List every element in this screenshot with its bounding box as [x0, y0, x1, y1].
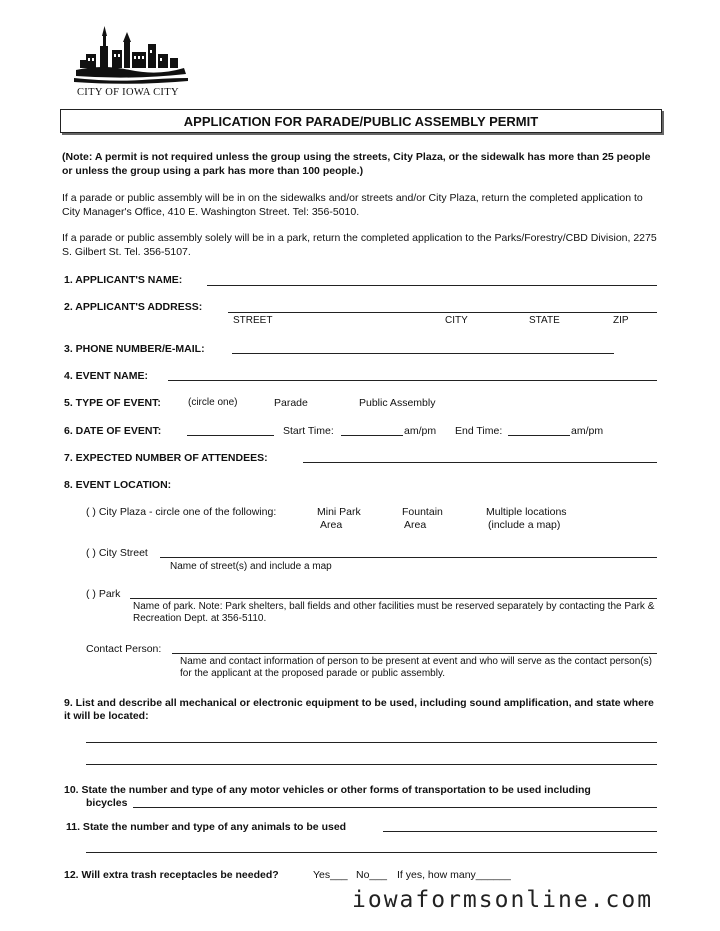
- park-field[interactable]: [130, 598, 657, 599]
- note-paragraph: (Note: A permit is not required unless the group using the streets, City Plaza, or the sidewalk has more than 25 people or unless the group using a park has more than 100 people.): [62, 151, 651, 177]
- phone-email-field[interactable]: [232, 353, 614, 354]
- event-type-hint: (circle one): [188, 397, 238, 408]
- event-type-option-parade[interactable]: Parade: [274, 397, 308, 409]
- start-time-label: Start Time:: [283, 425, 334, 437]
- equipment-field-line-2[interactable]: [86, 764, 657, 765]
- city-skyline-logo: [72, 24, 190, 88]
- intro-paragraph-1: If a parade or public assembly will be in on the sidewalks and/or streets and/or City Plaza, return the completed application to City Manager's Office, 410 E. Washington Street. Tel: 356-5010.: [62, 192, 643, 218]
- org-name: CITY OF IOWA CITY: [77, 87, 179, 98]
- field-label-event-name: 4. EVENT NAME:: [64, 370, 149, 382]
- field-label-applicant-address: 2. APPLICANT'S ADDRESS:: [64, 301, 203, 313]
- field-label-attendees: 7. EXPECTED NUMBER OF ATTENDEES:: [64, 452, 268, 464]
- applicant-name-field[interactable]: [207, 285, 657, 286]
- trash-how-many-field[interactable]: If yes, how many______: [397, 869, 511, 881]
- field-label-trash: 12. Will extra trash receptacles be needed?: [64, 869, 279, 881]
- field-label-vehicles-cont: bicycles: [86, 797, 128, 809]
- field-label-equipment: 9. List and describe all mechanical or electronic equipment to be used, including sound amplification, and state where it will be located:: [64, 697, 654, 722]
- field-label-event-location: 8. EVENT LOCATION:: [64, 479, 172, 491]
- address-city-caption: CITY: [445, 315, 468, 326]
- plaza-option-mini-park-area: Area: [320, 519, 343, 531]
- plaza-option-mini-park[interactable]: Mini Park: [317, 506, 361, 518]
- address-state-caption: STATE: [529, 315, 560, 326]
- plaza-option-fountain[interactable]: Fountain: [402, 506, 443, 518]
- location-city-plaza-option[interactable]: ( ) City Plaza - circle one of the following:: [86, 506, 277, 518]
- contact-person-hint: Name and contact information of person to be present at event and who will serve as the contact person(s) for the applicant at the proposed parade or public assembly.: [180, 656, 652, 679]
- start-ampm-label: am/pm: [404, 425, 437, 437]
- trash-yes-option[interactable]: Yes___: [313, 869, 348, 881]
- animals-field-line-2[interactable]: [86, 852, 657, 853]
- plaza-option-multiple[interactable]: Multiple locations: [486, 506, 567, 518]
- plaza-option-multiple-note: (include a map): [488, 519, 561, 531]
- location-city-street-option[interactable]: ( ) City Street: [86, 547, 148, 559]
- location-park-option[interactable]: ( ) Park: [86, 588, 121, 600]
- end-ampm-label: am/pm: [571, 425, 604, 437]
- start-time-field[interactable]: [341, 435, 403, 436]
- attendees-field[interactable]: [303, 462, 657, 463]
- equipment-field-line-1[interactable]: [86, 742, 657, 743]
- field-label-animals: 11. State the number and type of any animals to be used: [66, 821, 347, 833]
- city-street-hint: Name of street(s) and include a map: [170, 561, 332, 572]
- park-hint: Name of park. Note: Park shelters, ball fields and other facilities must be reserved separately by contacting the Park & Recreation Dept. at 356-5110.: [133, 601, 655, 624]
- watermark-text: iowaformsonline.com: [352, 887, 654, 913]
- field-label-event-date: 6. DATE OF EVENT:: [64, 425, 162, 437]
- end-time-label: End Time:: [455, 425, 503, 437]
- vehicles-field[interactable]: [133, 807, 657, 808]
- event-name-field[interactable]: [168, 380, 657, 381]
- plaza-option-fountain-area: Area: [404, 519, 427, 531]
- address-zip-caption: ZIP: [613, 315, 629, 326]
- field-label-event-type: 5. TYPE OF EVENT:: [64, 397, 161, 409]
- end-time-field[interactable]: [508, 435, 570, 436]
- field-label-applicant-name: 1. APPLICANT'S NAME:: [64, 274, 183, 286]
- animals-field[interactable]: [383, 831, 657, 832]
- form-title: APPLICATION FOR PARADE/PUBLIC ASSEMBLY PERMIT: [60, 109, 662, 133]
- address-street-caption: STREET: [233, 315, 273, 326]
- field-label-phone-email: 3. PHONE NUMBER/E-MAIL:: [64, 343, 205, 355]
- event-type-option-public-assembly[interactable]: Public Assembly: [359, 397, 436, 409]
- contact-person-label: Contact Person:: [86, 643, 162, 655]
- intro-paragraph-2: If a parade or public assembly solely will be in a park, return the completed application to the Parks/Forestry/CBD Division, 2275 S. Gilbert St. Tel. 356-5107.: [62, 232, 657, 258]
- city-street-field[interactable]: [160, 557, 657, 558]
- event-date-field[interactable]: [187, 435, 274, 436]
- contact-person-field[interactable]: [172, 653, 657, 654]
- trash-no-option[interactable]: No___: [356, 869, 387, 881]
- field-label-vehicles: 10. State the number and type of any motor vehicles or other forms of transportation to be used including: [64, 784, 591, 796]
- applicant-address-field[interactable]: [228, 312, 657, 313]
